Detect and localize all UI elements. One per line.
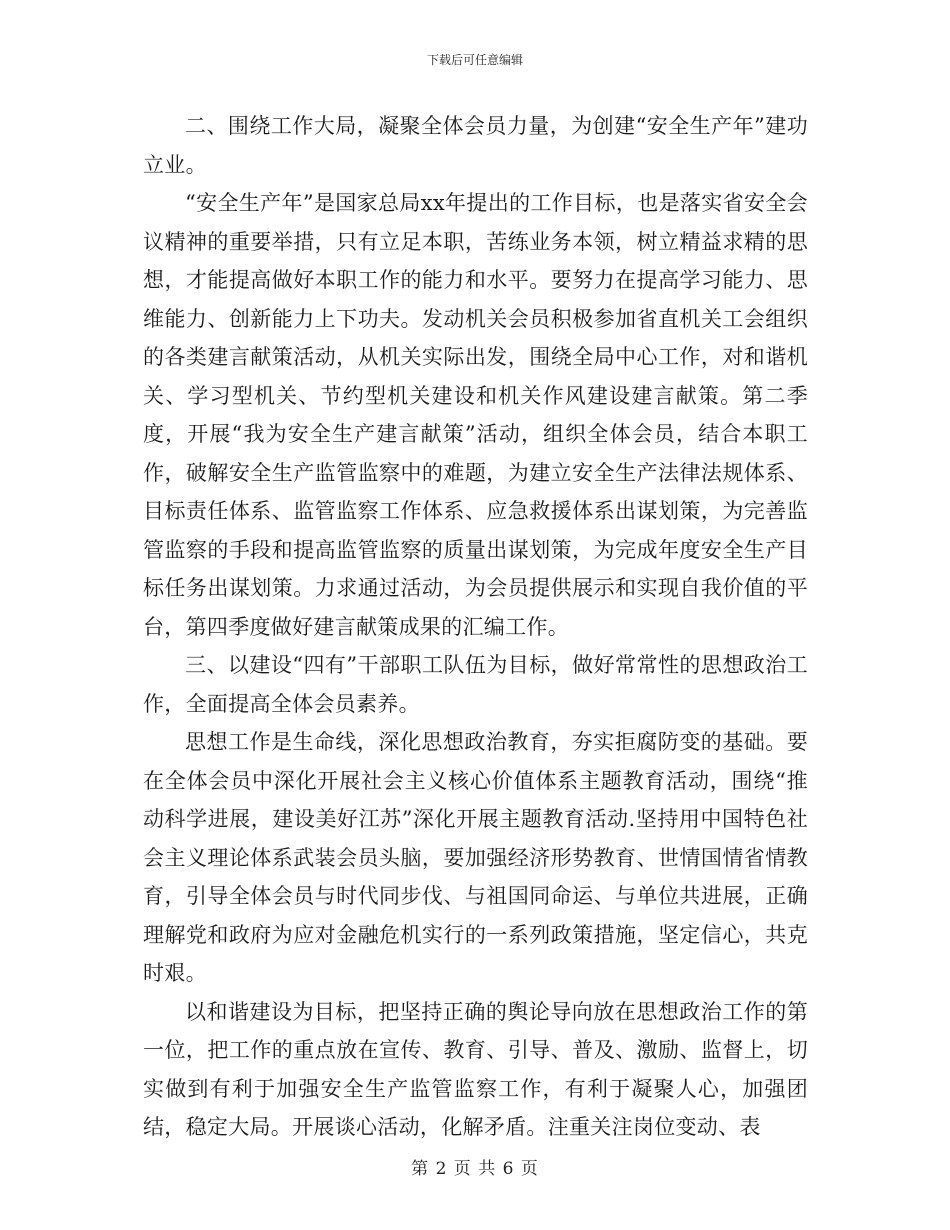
section-heading-2: 二、围绕工作大局，凝聚全体会员力量，为创建“安全生产年”建功立业。 xyxy=(143,114,808,177)
page-header: 下载后可任意编辑 xyxy=(426,53,523,67)
body-paragraph: “安全生产年”是国家总局xx年提出的工作目标，也是落实省安全会议精神的重要举措，只有立足本职，苦练业务本领，树立精益求精的思想，才能提高做好本职工作的能力和水平。要努力在提高学习能力、思维能力、创新能力上下功夫。发动机关会员积极参加省直机关工会组织的各类建言献策活动，从机关实际出发，围绕全局中心工作，对和谐机关、学习型机关、节约型机关建设和机关作风建设建言献策。第二季度，开展“我为安全生产建言献策”活动，组织全体会员，结合本职工作，破解安全生产监管监察中的难题，为建立安全生产法律法规体系、目标责任体系、监管监察工作体系、应急救援体系出谋划策，为完善监管监察的手段和提高监管监察的质量出谋划策，为完成年度安全生产目标任务出谋划策。力求通过活动，为会员提供展示和实现自我价值的平台，第四季度做好建言献策成果的汇编工作。 xyxy=(143,191,808,639)
document-body xyxy=(143,107,808,1147)
section-heading-3: 三、以建设“四有”干部职工队伍为目标，做好常常性的思想政治工作，全面提高全体会员素养。 xyxy=(143,653,808,716)
body-paragraph: 以和谐建设为目标，把坚持正确的舆论导向放在思想政治工作的第一位，把工作的重点放在宣传、教育、引导、普及、激励、监督上，切实做到有利于加强安全生产监管监察工作，有利于凝聚人心，加强团结，稳定大局。开展谈心活动，化解矛盾。注重关注岗位变动、表 xyxy=(143,999,808,1139)
body-paragraph: 思想工作是生命线，深化思想政治教育，夯实拒腐防变的基础。要在全体会员中深化开展社会主义核心价值体系主题教育活动，围绕“推动科学进展，建设美好江苏”深化开展主题教育活动.坚持用中国特色社会主义理论体系武装会员头脑，要加强经济形势教育、世情国情省情教育，引导全体会员与时代同步伐、与祖国同命运、与单位共进展，正确理解党和政府为应对金融危机实行的一系列政策措施，坚定信心，共克时艰。 xyxy=(143,730,808,985)
page-number-footer: 第 2 页 共 6 页 xyxy=(411,1159,539,1179)
